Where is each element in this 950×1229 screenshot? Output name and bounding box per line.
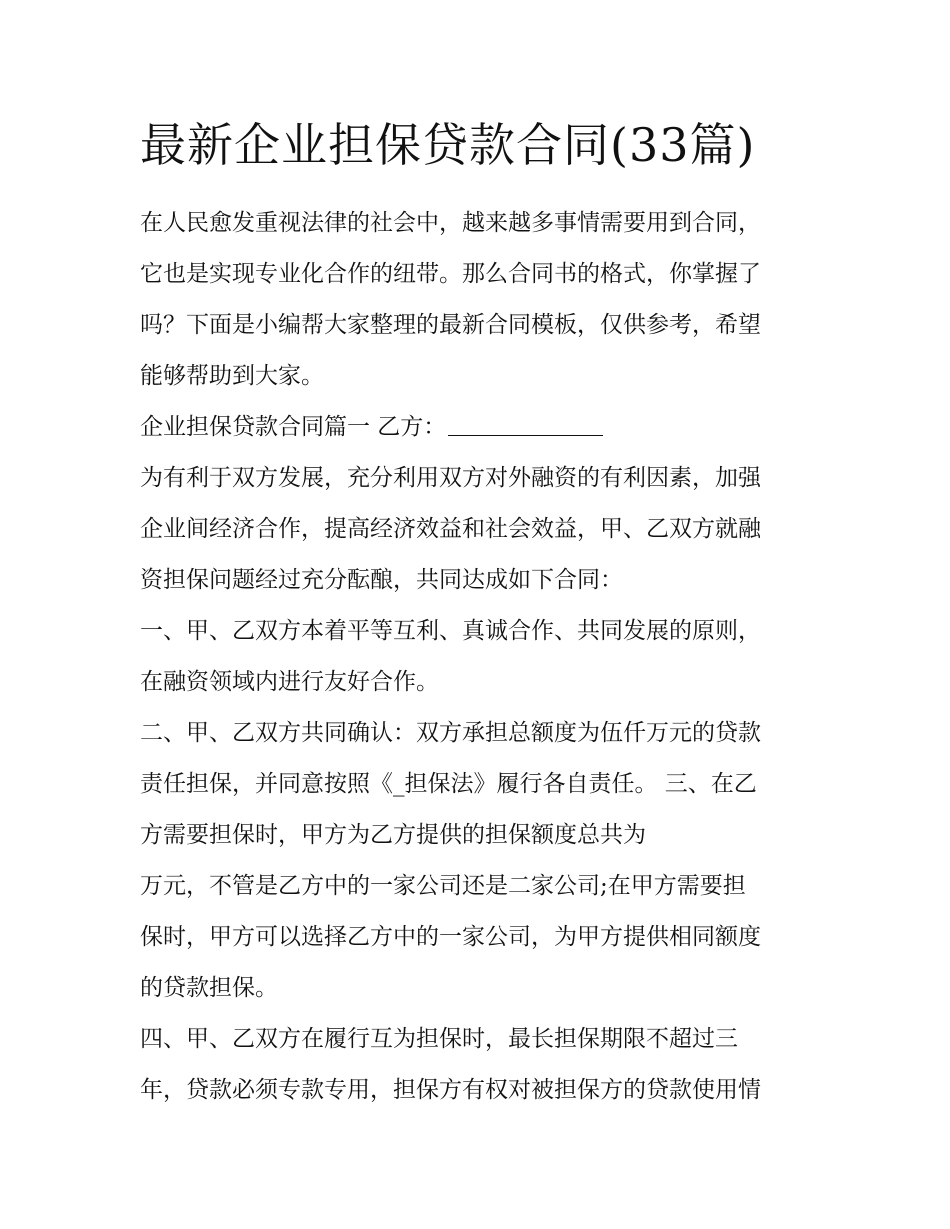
- body-line: 企业间经济合作，提高经济效益和社会效益，甲、乙双方就融: [140, 516, 761, 542]
- body-line: 吗？下面是小编帮大家整理的最新合同模板，仅供参考，希望: [140, 312, 761, 338]
- body-line: 的贷款担保。: [140, 975, 278, 1001]
- body-line: 资担保问题经过充分酝酿，共同达成如下合同：: [140, 567, 623, 593]
- party-b-blank-field: [448, 405, 603, 436]
- body-line: 在人民愈发重视法律的社会中，越来越多事情需要用到合同，: [140, 210, 761, 236]
- body-line: 保时，甲方可以选择乙方中的一家公司，为甲方提供相同额度: [140, 924, 761, 950]
- document-body: [140, 198, 820, 1116]
- body-line: 方需要担保时，甲方为乙方提供的担保额度总共为: [140, 822, 646, 848]
- section-heading-line: [140, 402, 820, 453]
- body-line: 能够帮助到大家。: [140, 363, 324, 389]
- body-line: 它也是实现专业化合作的纽带。那么合同书的格式，你掌握了: [140, 261, 761, 287]
- body-line: 二、甲、乙双方共同确认：双方承担总额度为伍仟万元的贷款: [140, 720, 761, 746]
- body-line: 四、甲、乙双方在履行互为担保时，最长担保期限不超过三: [140, 1026, 738, 1052]
- body-line: 为有利于双方发展，充分利用双方对外融资的有利因素，加强: [140, 465, 761, 491]
- document-title: 最新企业担保贷款合同(33篇): [140, 118, 756, 172]
- body-line: 年，贷款必须专款专用，担保方有权对被担保方的贷款使用情: [140, 1077, 761, 1103]
- section-heading: 企业担保贷款合同篇一 乙方：: [140, 414, 447, 440]
- body-line: 万元，不管是乙方中的一家公司还是二家公司;在甲方需要担: [140, 873, 746, 899]
- body-line: 在融资领域内进行友好合作。: [140, 669, 439, 695]
- body-line: 一、甲、乙双方本着平等互利、真诚合作、共同发展的原则，: [140, 618, 761, 644]
- body-line: 责任担保，并同意按照《_担保法》履行各自责任。 三、在乙: [140, 771, 757, 797]
